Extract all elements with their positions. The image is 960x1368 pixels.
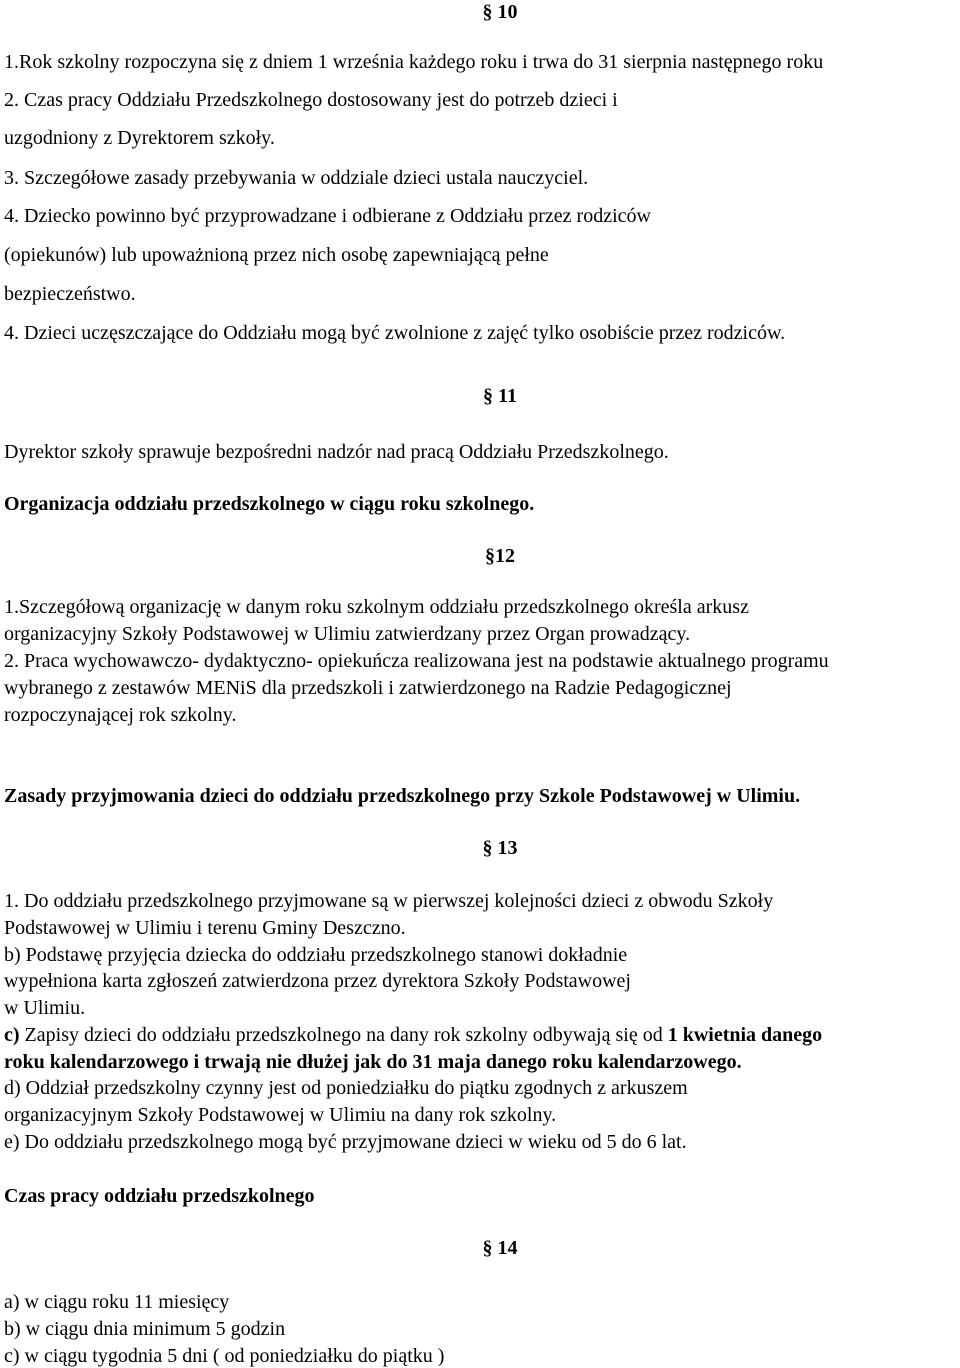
text-line: 3. Szczegółowe zasady przebywania w oddziale dzieci ustala nauczyciel. — [4, 167, 589, 189]
text-line: rozpoczynającej rok szkolny. — [4, 704, 237, 726]
text-line: 4. Dziecko powinno być przyprowadzane i odbierane z Oddziału przez rodziców — [4, 205, 651, 227]
text-line: 4. Dzieci uczęszczające do Oddziału mogą być zwolnione z zajęć tylko osobiście przez rodziców. — [4, 322, 786, 344]
paragraph-heading-13: § 13 — [482, 837, 518, 859]
list-marker-c: c) — [4, 1024, 20, 1046]
paragraph-heading-10: § 10 — [482, 1, 518, 23]
text-line: 1. Do oddziału przedszkolnego przyjmowane są w pierwszej kolejności dzieci z obwodu Szkoły — [4, 890, 774, 912]
paragraph-heading-12: §12 — [485, 545, 515, 567]
text-line: wybranego z zestawów MENiS dla przedszkoli i zatwierdzonego na Radzie Pedagogicznej — [4, 677, 732, 699]
text-line: d) Oddział przedszkolny czynny jest od poniedziałku do piątku zgodnych z arkuszem — [4, 1077, 688, 1099]
section-title-zasady: Zasady przyjmowania dzieci do oddziału przedszkolnego przy Szkole Podstawowej w Ulimiu. — [4, 785, 801, 807]
text-line: b) w ciągu dnia minimum 5 godzin — [4, 1318, 286, 1340]
text-line-c — [4, 1025, 822, 1045]
section-title-czas-pracy: Czas pracy oddziału przedszkolnego — [4, 1185, 315, 1207]
text-line-bold: roku kalendarzowego i trwają nie dłużej jak do 31 maja danego roku kalendarzowego. — [4, 1051, 742, 1073]
text-line: w Ulimiu. — [4, 997, 86, 1019]
paragraph-heading-11: § 11 — [483, 385, 517, 407]
text-line: uzgodniony z Dyrektorem szkoły. — [4, 127, 275, 149]
bold-span: 1 kwietnia danego — [667, 1024, 823, 1046]
text-line: wypełniona karta zgłoszeń zatwierdzona przez dyrektora Szkoły Podstawowej — [4, 970, 631, 992]
text-line: Podstawowej w Ulimiu i terenu Gminy Deszczno. — [4, 917, 406, 939]
text-line: bezpieczeństwo. — [4, 283, 136, 305]
paragraph-heading-14: § 14 — [482, 1237, 518, 1259]
text-line: organizacyjny Szkoły Podstawowej w Ulimiu zatwierdzany przez Organ prowadzący. — [4, 623, 691, 645]
section-title-organizacja: Organizacja oddziału przedszkolnego w ciągu roku szkolnego. — [4, 493, 535, 515]
text-line: (opiekunów) lub upoważnioną przez nich osobę zapewniającą pełne — [4, 244, 549, 266]
text-line: b) Podstawę przyjęcia dziecka do oddziału przedszkolnego stanowi dokładnie — [4, 944, 628, 966]
text-line: a) w ciągu roku 11 miesięcy — [4, 1291, 230, 1313]
text-line: organizacyjnym Szkoły Podstawowej w Ulimiu na dany rok szkolny. — [4, 1104, 557, 1126]
text-line: 1.Szczegółową organizację w danym roku szkolnym oddziału przedszkolnego określa arkusz — [4, 596, 749, 618]
text-span: Zapisy dzieci do oddziału przedszkolnego na dany rok szkolny odbywają się od — [19, 1024, 668, 1046]
text-line: 1.Rok szkolny rozpoczyna się z dniem 1 września każdego roku i trwa do 31 sierpnia następnego roku — [4, 51, 824, 73]
text-line: 2. Praca wychowawczo- dydaktyczno- opiekuńcza realizowana jest na podstawie aktualnego programu — [4, 650, 829, 672]
text-line: e) Do oddziału przedszkolnego mogą być przyjmowane dzieci w wieku od 5 do 6 lat. — [4, 1131, 687, 1153]
text-line: c) w ciągu tygodnia 5 dni ( od poniedziałku do piątku ) — [4, 1345, 445, 1367]
text-line: Dyrektor szkoły sprawuje bezpośredni nadzór nad pracą Oddziału Przedszkolnego. — [4, 441, 669, 463]
text-line: 2. Czas pracy Oddziału Przedszkolnego dostosowany jest do potrzeb dzieci i — [4, 89, 618, 111]
